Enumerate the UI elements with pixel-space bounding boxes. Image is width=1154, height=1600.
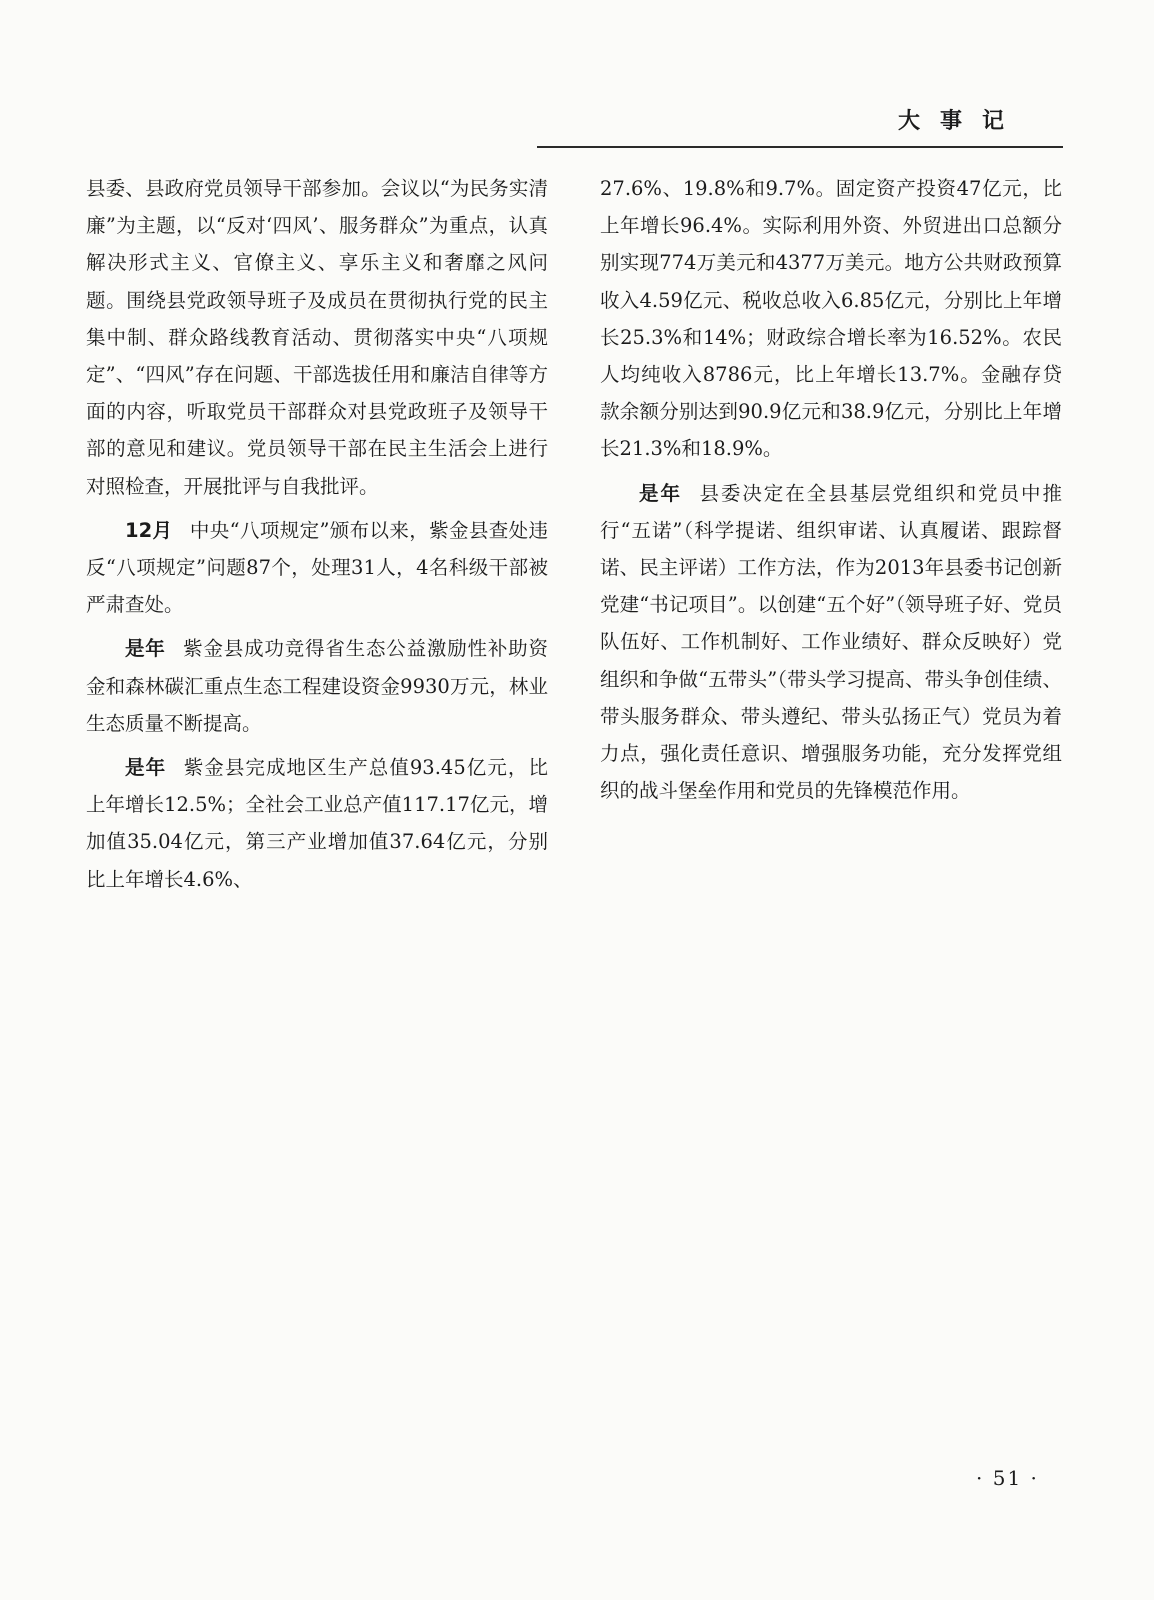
chronicle-entry (86, 630, 548, 742)
chronicle-entry (600, 475, 1062, 810)
right-column (600, 170, 1062, 816)
entry-text: 中央“八项规定”颁布以来，紫金县查处违反“八项规定”问题87个，处理31人，4名科级干部被严肃查处。 (86, 518, 548, 617)
page-number: · 51 · (976, 1466, 1039, 1490)
entry-text: 县委决定在全县基层党组织和党员中推行“五诺”（科学提诺、组织审诺、认真履诺、跟踪督诺、民主评诺）工作方法，作为2013年县委书记创新党建“书记项目”。以创建“五个好”（领导班子好、党员队伍好、工作机制好、工作业绩好、群众反映好）党组织和争做“五带头”（带头学习提高、带头争创佳绩、带头服务群众、带头遵纪、带头弘扬正气）党员为着力点，强化责任意识、增强服务功能，充分发挥党组织的战斗堡垒作用和党员的先锋模范作用。 (600, 481, 1062, 803)
entry-date: 是年 (125, 756, 167, 780)
entry-date: 是年 (639, 481, 682, 505)
entry-text: 紫金县完成地区生产总值93.45亿元，比上年增长12.5%；全社会工业总产值117.17亿元，增加值35.04亿元，第三产业增加值37.64亿元，分别比上年增长4.6%、 (86, 756, 548, 891)
header-rule (537, 146, 1063, 148)
entry-text: 紫金县成功竞得省生态公益激励性补助资金和森林碳汇重点生态工程建设资金9930万元，林业生态质量不断提高。 (86, 637, 548, 735)
chronicle-entry (86, 749, 548, 898)
running-head: 大事记 (898, 109, 1025, 134)
continued-paragraph: 县委、县政府党员领导干部参加。会议以“为民务实清廉”为主题，以“反对‘四风’、服务群众”为重点，认真解决形式主义、官僚主义、享乐主义和奢靡之风问题。围绕县党政领导班子及成员在贯彻执行党的民主集中制、群众路线教育活动、贯彻落实中央“八项规定”、“四风”存在问题、干部选拔任用和廉洁自律等方面的内容，听取党员干部群众对县党政班子及领导干部的意见和建议。党员领导干部在民主生活会上进行对照检查，开展批评与自我批评。 (86, 177, 548, 498)
entry-date: 是年 (125, 637, 166, 661)
entry-date: 12月 (125, 518, 173, 542)
left-column (86, 170, 548, 905)
chronicle-entry (86, 512, 548, 624)
continued-paragraph: 27.6%、19.8%和9.7%。固定资产投资47亿元，比上年增长96.4%。实际利用外资、外贸进出口总额分别实现774万美元和4377万美元。地方公共财政预算收入4.59亿元、税收总收入6.85亿元，分别比上年增长25.3%和14%；财政综合增长率为16.52%。农民人均纯收入8786元，比上年增长13.7%。金融存贷款余额分别达到90.9亿元和38.9亿元，分别比上年增长21.3%和18.9%。 (600, 177, 1062, 461)
